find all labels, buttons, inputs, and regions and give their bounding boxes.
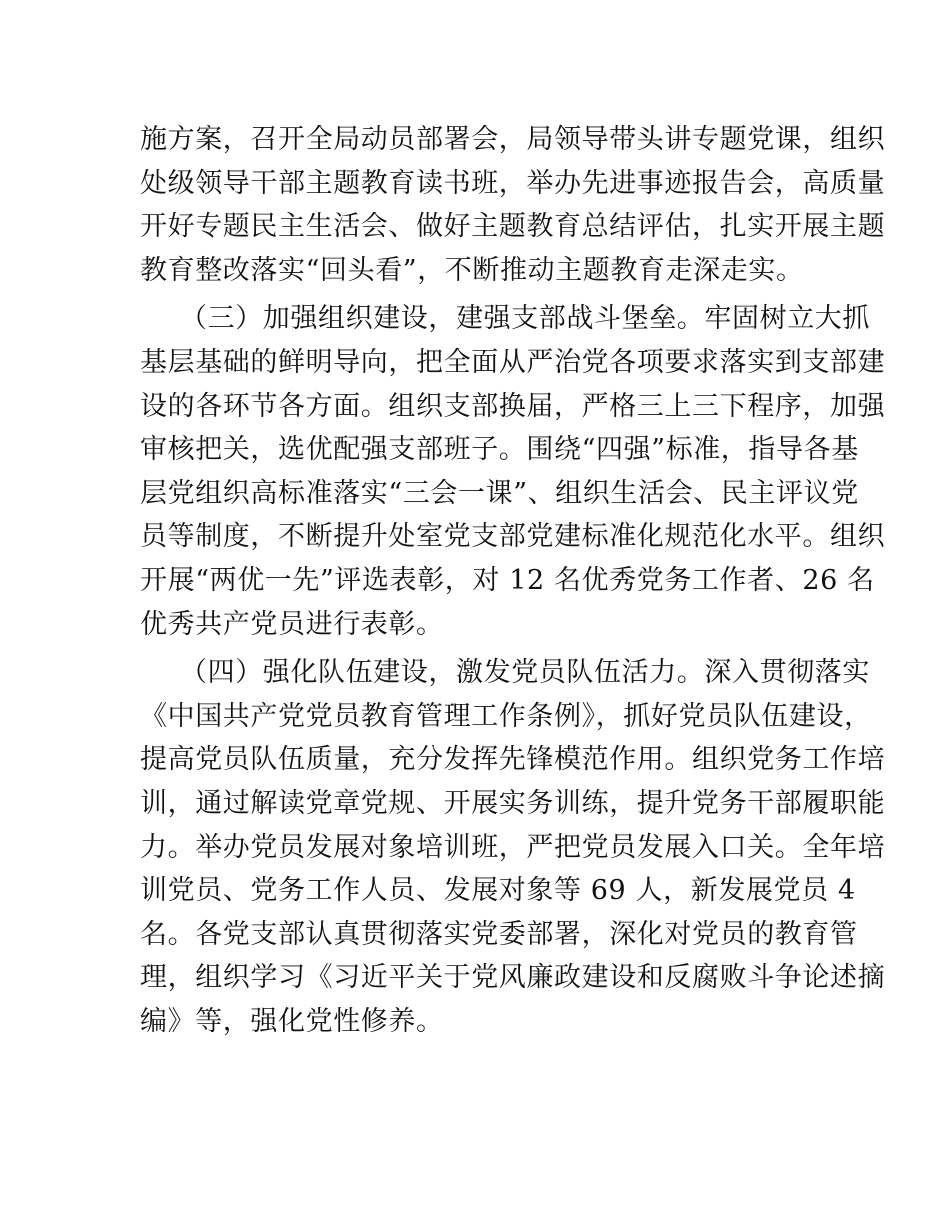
text-line: 训党员、党务工作人员、发展对象等 69 人，新发展党员 4 [140,875,856,907]
text-line: 设的各环节各方面。组织支部换届，严格三上三下程序，加强 [140,390,886,422]
text-line: 训，通过解读党章党规、开展实务训练，提升党务干部履职能 [140,787,886,819]
paragraph-2 [140,297,886,646]
text-line: （三）加强组织建设，建强支部战斗堡垒。牢固树立大抓 [180,303,870,335]
paragraph-1 [140,118,886,292]
text-line: （四）强化队伍建设，激发党员队伍活力。深入贯彻落实 [180,657,870,689]
text-line: 编》等，强化党性修养。 [140,1005,444,1037]
paragraph-3 [140,651,886,1043]
text-line: 优秀共产党员进行表彰。 [140,608,444,640]
text-line: 教育整改落实“回头看”，不断推动主题教育走深走实。 [140,254,804,286]
text-line: 力。举办党员发展对象培训班，严把党员发展入口关。全年培 [140,831,886,863]
text-line: 施方案，召开全局动员部署会，局领导带头讲专题党课，组织 [140,124,886,155]
text-line: 开好专题民主生活会、做好主题教育总结评估，扎实开展主题 [140,211,886,243]
text-line: 开展“两优一先”评选表彰，对 12 名优秀党务工作者、26 名 [140,564,875,596]
text-line: 提高党员队伍质量，充分发挥先锋模范作用。组织党务工作培 [140,744,886,776]
text-line: 名。各党支部认真贯彻落实党委部署，深化对党员的教育管 [140,918,858,950]
text-line: 基层基础的鲜明导向，把全面从严治党各项要求落实到支部建 [140,346,886,378]
text-line: 层党组织高标准落实“三会一课”、组织生活会、民主评议党 [140,477,859,509]
text-line: 审核把关，选优配强支部班子。围绕“四强”标准，指导各基 [140,434,859,466]
text-line: 理，组织学习《习近平关于党风廉政建设和反腐败斗争论述摘 [140,962,886,994]
text-line: 《中国共产党党员教育管理工作条例》，抓好党员队伍建设， [140,700,872,732]
document-page [140,118,886,1048]
text-line: 员等制度，不断提升处室党支部党建标准化规范化水平。组织 [140,521,886,553]
text-line: 处级领导干部主题教育读书班，举办先进事迹报告会，高质量 [140,167,886,199]
